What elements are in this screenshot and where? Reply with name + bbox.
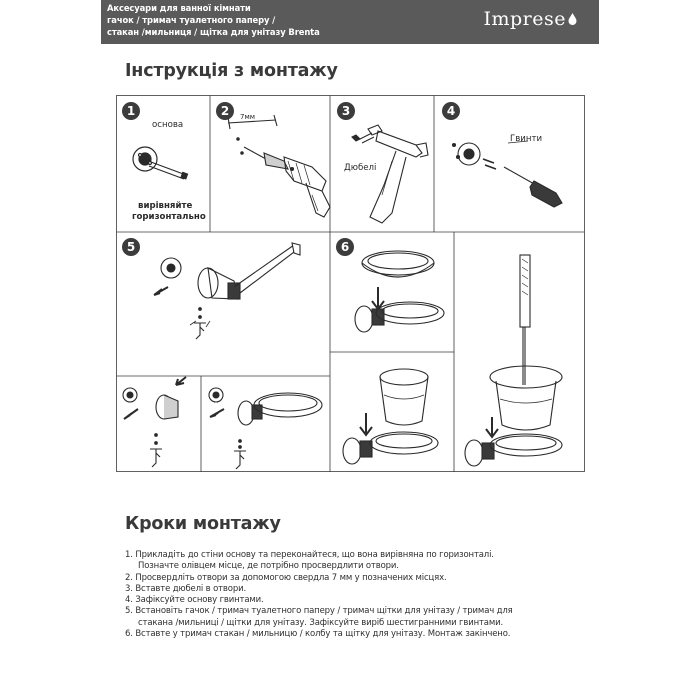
p2-drill-drawing bbox=[228, 115, 330, 217]
grid-drawing bbox=[116, 95, 585, 472]
step-line: 4. Зафіксуйте основу гвинтами. bbox=[125, 595, 264, 606]
brand-logo bbox=[483, 8, 577, 30]
p4-screwdriver-drawing bbox=[453, 141, 563, 207]
step-line: 1. Прикладіть до стіни основу та переконайтеся, що вона вирівняна по горизонталі. bbox=[125, 550, 494, 560]
label-drill-size: 7мм bbox=[240, 113, 256, 121]
brand-name: Imprese bbox=[483, 8, 566, 30]
p5-hook-drawing bbox=[123, 377, 186, 467]
header-line-2: гачок / тримач туалетного паперу / bbox=[107, 15, 276, 25]
label-level-2: горизонтально bbox=[132, 212, 206, 222]
header-line-1: Аксесуари для ванної кімнати bbox=[107, 3, 251, 13]
steps-title: Кроки монтажу bbox=[125, 514, 281, 534]
step-number-2: 2 bbox=[216, 102, 234, 120]
label-screws: Гвинти bbox=[510, 134, 543, 144]
step-line: Позначте олівцем місце, де потрібно просвердлити отвори. bbox=[138, 561, 399, 572]
drop-icon bbox=[568, 13, 577, 25]
p6-brush-drawing bbox=[465, 255, 562, 466]
step-number-3: 3 bbox=[337, 102, 355, 120]
illustration-grid bbox=[116, 95, 585, 472]
header-text bbox=[107, 2, 320, 38]
p1-base-drawing bbox=[133, 147, 188, 179]
p3-hammer-drawing bbox=[352, 125, 428, 223]
header-line-3: стакан /мильниця / щітка для унітазу Brenta bbox=[107, 27, 320, 37]
p5-ring-drawing bbox=[209, 388, 322, 469]
step-line: стакана /мильниці / щітки для унітазу. Зафіксуйте виріб шестигранними гвинтами. bbox=[138, 617, 504, 628]
step-number-1: 1 bbox=[122, 102, 140, 120]
label-base: основа bbox=[152, 120, 184, 130]
step-line: 6. Вставте у тримач стакан / мильницю / колбу та щітку для унітазу. Монтаж закінчено. bbox=[125, 629, 511, 640]
step-line: 3. Вставте дюбелі в отвори. bbox=[125, 583, 247, 594]
p5-holder-drawing bbox=[154, 243, 300, 339]
p6-tumbler-drawing bbox=[343, 369, 438, 464]
label-level-1: вирівняйте bbox=[138, 201, 193, 211]
label-dowels: Дюбелі bbox=[344, 163, 377, 173]
steps-list bbox=[125, 550, 595, 640]
p6-soapdish-drawing bbox=[355, 251, 444, 332]
step-number-5: 5 bbox=[122, 238, 140, 256]
step-line: 2. Просвердліть отвори за допомогою свердла 7 мм у позначених місцях. bbox=[125, 572, 447, 583]
install-title: Інструкція з монтажу bbox=[125, 61, 338, 81]
header-bar bbox=[101, 0, 599, 44]
step-line: 5. Встановіть гачок / тримач туалетного паперу / тримач щітки для унітазу / тримач для bbox=[125, 606, 513, 617]
step-number-4: 4 bbox=[442, 102, 460, 120]
step-number-6: 6 bbox=[336, 238, 354, 256]
